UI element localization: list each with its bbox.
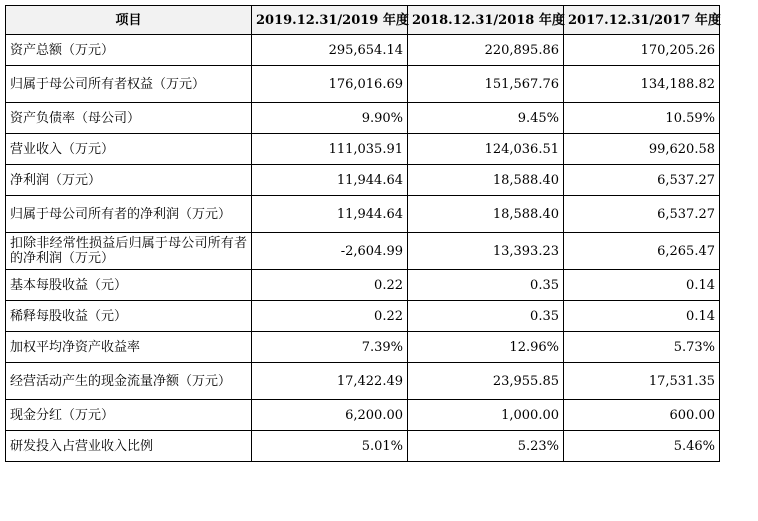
value-2019: 7.39% — [252, 332, 408, 363]
header-item: 项目 — [6, 6, 252, 35]
table-header-row — [6, 6, 720, 35]
value-2017: 600.00 — [564, 400, 720, 431]
header-2017: 2017.12.31/2017 年度 — [564, 6, 720, 35]
value-2019: 11,944.64 — [252, 165, 408, 196]
value-2019: 9.90% — [252, 103, 408, 134]
value-2018: 0.35 — [408, 301, 564, 332]
value-2018: 5.23% — [408, 431, 564, 462]
value-2017: 134,188.82 — [564, 66, 720, 103]
value-2017: 170,205.26 — [564, 35, 720, 66]
value-2017: 5.46% — [564, 431, 720, 462]
value-2019: 0.22 — [252, 270, 408, 301]
value-2018: 9.45% — [408, 103, 564, 134]
value-2017: 6,265.47 — [564, 233, 720, 270]
row-label: 基本每股收益（元） — [6, 270, 252, 301]
value-2018: 23,955.85 — [408, 363, 564, 400]
value-2019: 0.22 — [252, 301, 408, 332]
financial-table — [5, 5, 720, 462]
table-row — [6, 103, 720, 134]
value-2017: 6,537.27 — [564, 196, 720, 233]
table-row — [6, 165, 720, 196]
row-label: 营业收入（万元） — [6, 134, 252, 165]
row-label: 研发投入占营业收入比例 — [6, 431, 252, 462]
value-2019: 11,944.64 — [252, 196, 408, 233]
value-2019: 5.01% — [252, 431, 408, 462]
value-2019: -2,604.99 — [252, 233, 408, 270]
value-2018: 13,393.23 — [408, 233, 564, 270]
value-2019: 176,016.69 — [252, 66, 408, 103]
value-2017: 10.59% — [564, 103, 720, 134]
table-row — [6, 233, 720, 270]
table-row — [6, 134, 720, 165]
value-2018: 220,895.86 — [408, 35, 564, 66]
value-2017: 6,537.27 — [564, 165, 720, 196]
value-2017: 0.14 — [564, 270, 720, 301]
row-label: 归属于母公司所有者权益（万元） — [6, 66, 252, 103]
value-2018: 1,000.00 — [408, 400, 564, 431]
value-2019: 6,200.00 — [252, 400, 408, 431]
row-label: 经营活动产生的现金流量净额（万元） — [6, 363, 252, 400]
row-label: 稀释每股收益（元） — [6, 301, 252, 332]
value-2017: 0.14 — [564, 301, 720, 332]
table-row — [6, 363, 720, 400]
value-2019: 295,654.14 — [252, 35, 408, 66]
table-row — [6, 431, 720, 462]
financial-summary — [5, 5, 719, 462]
table-row — [6, 332, 720, 363]
row-label: 归属于母公司所有者的净利润（万元） — [6, 196, 252, 233]
value-2017: 17,531.35 — [564, 363, 720, 400]
value-2018: 0.35 — [408, 270, 564, 301]
table-row — [6, 301, 720, 332]
value-2018: 12.96% — [408, 332, 564, 363]
header-2018: 2018.12.31/2018 年度 — [408, 6, 564, 35]
value-2019: 17,422.49 — [252, 363, 408, 400]
value-2018: 18,588.40 — [408, 165, 564, 196]
row-label: 加权平均净资产收益率 — [6, 332, 252, 363]
row-label: 扣除非经常性损益后归属于母公司所有者的净利润（万元） — [6, 233, 252, 270]
header-2019: 2019.12.31/2019 年度 — [252, 6, 408, 35]
table-row — [6, 196, 720, 233]
row-label: 现金分红（万元） — [6, 400, 252, 431]
row-label: 资产负债率（母公司） — [6, 103, 252, 134]
value-2018: 151,567.76 — [408, 66, 564, 103]
value-2017: 5.73% — [564, 332, 720, 363]
table-row — [6, 270, 720, 301]
row-label: 资产总额（万元） — [6, 35, 252, 66]
value-2018: 18,588.40 — [408, 196, 564, 233]
table-row — [6, 35, 720, 66]
table-row — [6, 400, 720, 431]
row-label: 净利润（万元） — [6, 165, 252, 196]
value-2018: 124,036.51 — [408, 134, 564, 165]
value-2017: 99,620.58 — [564, 134, 720, 165]
table-row — [6, 66, 720, 103]
value-2019: 111,035.91 — [252, 134, 408, 165]
